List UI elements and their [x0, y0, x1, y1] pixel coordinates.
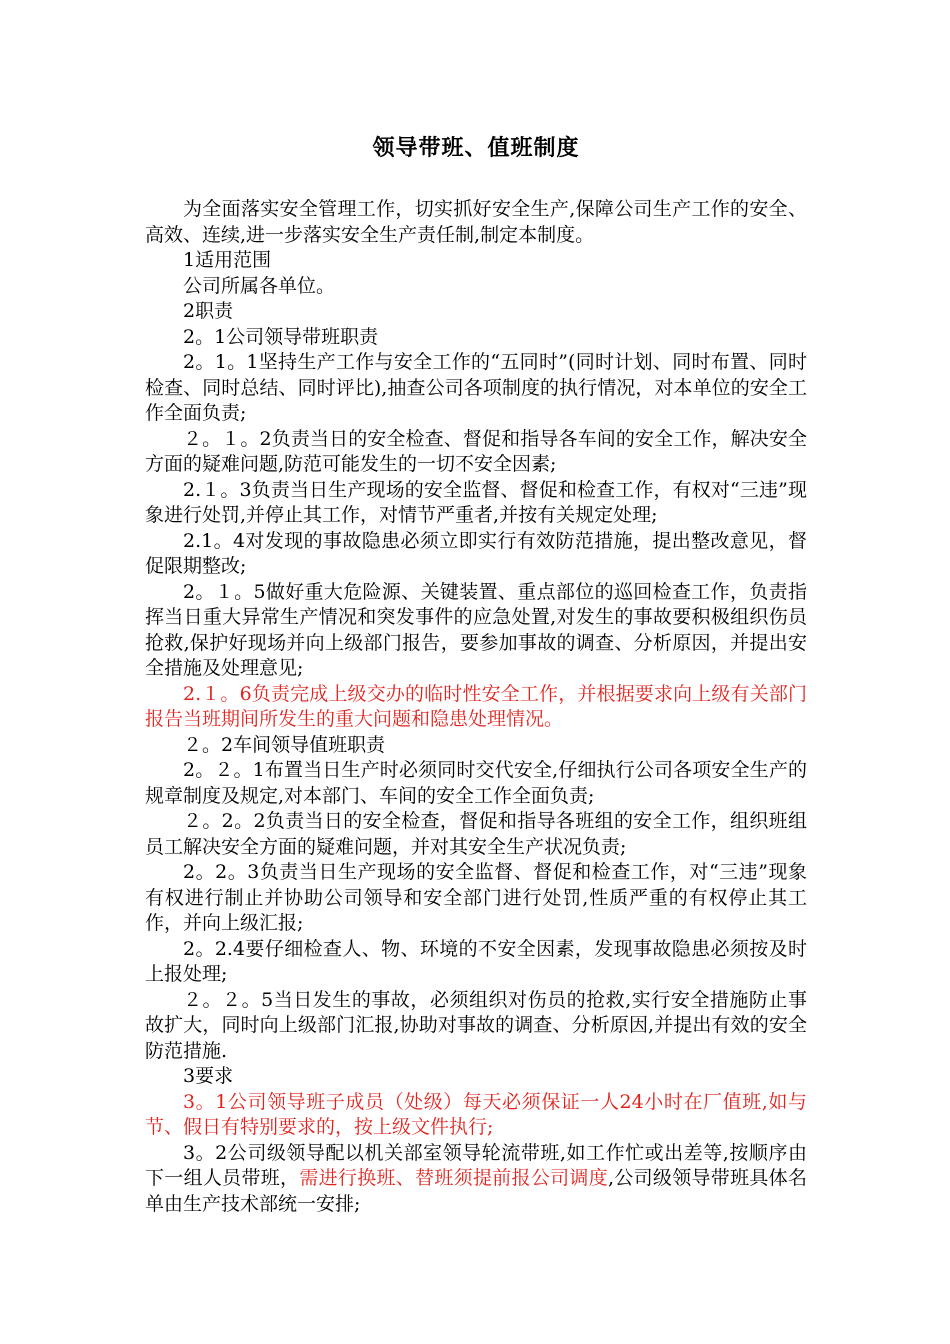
paragraph: 2。2.4要仔细检查人、物、环境的不安全因素，发现事故隐患必须按及时上报处理;: [145, 937, 807, 985]
paragraph: ２。2车间领导值班职责: [183, 733, 386, 756]
paragraph: 2。１。5做好重大危险源、关键装置、重点部位的巡回检查工作，负责指挥当日重大异常生产情况和突发事件的应急处置,对发生的事故要积极组织伤员抢救,保护好现场并向上级部门报告，要参加事故的调查、分析原因，并提出安全措施及处理意见;: [145, 580, 807, 679]
paragraph: 2。1。1坚持生产工作与安全工作的“五同时”(同时计划、同时布置、同时检查、同时总结、同时评比),抽查公司各项制度的执行情况，对本单位的安全工作全面负责;: [145, 351, 807, 424]
document-title: 领导带班、值班制度: [372, 136, 580, 161]
paragraph: 为全面落实安全管理工作，切实抓好安全生产,保障公司生产工作的安全、高效、连续,进一步落实安全生产责任制,制定本制度。: [145, 198, 807, 246]
paragraph: ２。１。2负责当日的安全检查、督促和指导各车间的安全工作，解决安全方面的疑难问题,防范可能发生的一切不安全因素;: [145, 427, 807, 475]
paragraph-segment: 需进行换班、替班须提前报公司调度: [299, 1167, 609, 1189]
paragraph: 2职责: [183, 300, 234, 322]
paragraph: 2。2。3负责当日生产现场的安全监督、督促和检查工作，对“三违”现象有权进行制止并协助公司领导和安全部门进行处罚,性质严重的有权停止其工作，并向上级汇报;: [145, 861, 807, 934]
paragraph: 1适用范围: [183, 249, 272, 271]
paragraph: ２。2。2负责当日的安全检查，督促和指导各班组的安全工作，组织班组员工解决安全方面的疑难问题，并对其安全生产状况负责;: [145, 810, 807, 858]
paragraph: 2.１。6负责完成上级交办的临时性安全工作，并根据要求向上级有关部门报告当班期间所发生的重大问题和隐患处理情况。: [145, 682, 807, 730]
paragraph: 2。２。1布置当日生产时必须同时交代安全,仔细执行公司各项安全生产的规章制度及规定,对本部门、车间的安全工作全面负责;: [145, 759, 807, 807]
paragraph: 2.1。4对发现的事故隐患必须立即实行有效防范措施，提出整改意见，督促限期整改;: [145, 529, 807, 577]
paragraph: ２。２。5当日发生的事故，必须组织对伤员的抢救,实行安全措施防止事故扩大，同时向上级部门汇报,协助对事故的调查、分析原因,并提出有效的安全防范措施.: [145, 988, 807, 1062]
paragraph: 2.１。3负责当日生产现场的安全监督、督促和检查工作，有权对“三违”现象进行处罚,并停止其工作，对情节严重者,并按有关规定处理;: [145, 478, 807, 526]
paragraph: 公司所属各单位。: [183, 274, 336, 297]
paragraph-segment: 3。2公司级领导配以机关部室领导轮流带班,如工作忙或出差等,按顺序由下一组人员带班，: [145, 1141, 807, 1189]
paragraph-segment: ,公司级领导带班具体名单由生产技术部统一安排;: [145, 1167, 807, 1215]
document-body: [145, 197, 807, 1217]
paragraph: 3要求: [183, 1065, 234, 1087]
paragraph: [145, 1141, 807, 1218]
paragraph: 2。1公司领导带班职责: [183, 325, 379, 348]
paragraph: 3。1公司领导班子成员（处级）每天必须保证一人24小时在厂值班,如与节、假日有特别要求的，按上级文件执行;: [145, 1090, 807, 1138]
